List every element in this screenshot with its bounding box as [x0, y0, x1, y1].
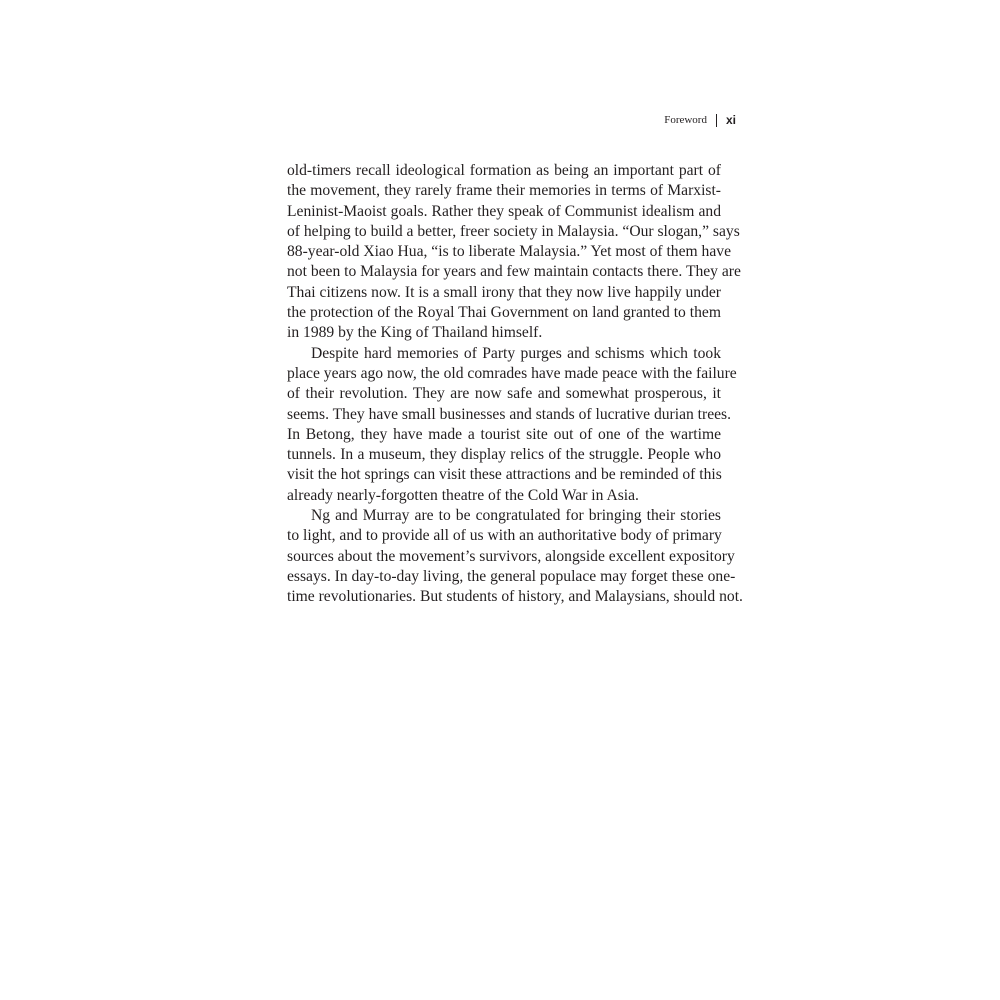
running-header [664, 113, 736, 127]
text-line: place years ago now, the old comrades have made peace with the failure [287, 364, 737, 382]
text-line: the movement, they rarely frame their memories in terms of Marxist- [287, 182, 721, 200]
text-line: in 1989 by the King of Thailand himself. [287, 324, 543, 342]
text-line: Leninist-Maoist goals. Rather they speak of Communist idealism and [287, 202, 721, 220]
page-number: xi [725, 113, 736, 127]
text-line: not been to Malaysia for years and few maintain contacts there. They are [287, 263, 741, 281]
paragraph [287, 161, 741, 344]
text-line: of helping to build a better, freer society in Malaysia. “Our slogan,” says [287, 222, 740, 240]
text-line: to light, and to provide all of us with an authoritative body of primary [287, 527, 722, 545]
text-line: Despite hard memories of Party purges and schisms which took [311, 344, 721, 362]
text-line: sources about the movement’s survivors, alongside excellent expository [287, 547, 735, 565]
text-line: old-timers recall ideological formation as being an important part of [287, 162, 721, 179]
text-line: Ng and Murray are to be congratulated for bringing their stories [311, 507, 721, 525]
paragraph [287, 506, 743, 607]
header-divider [716, 114, 717, 127]
section-title: Foreword [664, 114, 707, 126]
text-line: seems. They have small businesses and stands of lucrative durian trees. [287, 405, 732, 423]
text-line: essays. In day-to-day living, the general populace may forget these one- [287, 567, 736, 585]
text-line: the protection of the Royal Thai Government on land granted to them [287, 304, 721, 322]
text-line: 88-year-old Xiao Hua, “is to liberate Malaysia.” Yet most of them have [287, 243, 731, 261]
text-line: time revolutionaries. But students of history, and Malaysians, should not. [287, 588, 743, 606]
text-line: visit the hot springs can visit these attractions and be reminded of this [287, 466, 722, 484]
paragraph [287, 344, 737, 506]
body-text [287, 161, 743, 608]
text-line: tunnels. In a museum, they display relics of the struggle. People who [287, 446, 721, 464]
text-line: of their revolution. They are now safe and somewhat prosperous, it [287, 385, 721, 403]
text-line: In Betong, they have made a tourist site out of one of the wartime [287, 425, 721, 443]
text-line: already nearly-forgotten theatre of the Cold War in Asia. [287, 486, 639, 504]
text-line: Thai citizens now. It is a small irony that they now live happily under [287, 283, 721, 301]
